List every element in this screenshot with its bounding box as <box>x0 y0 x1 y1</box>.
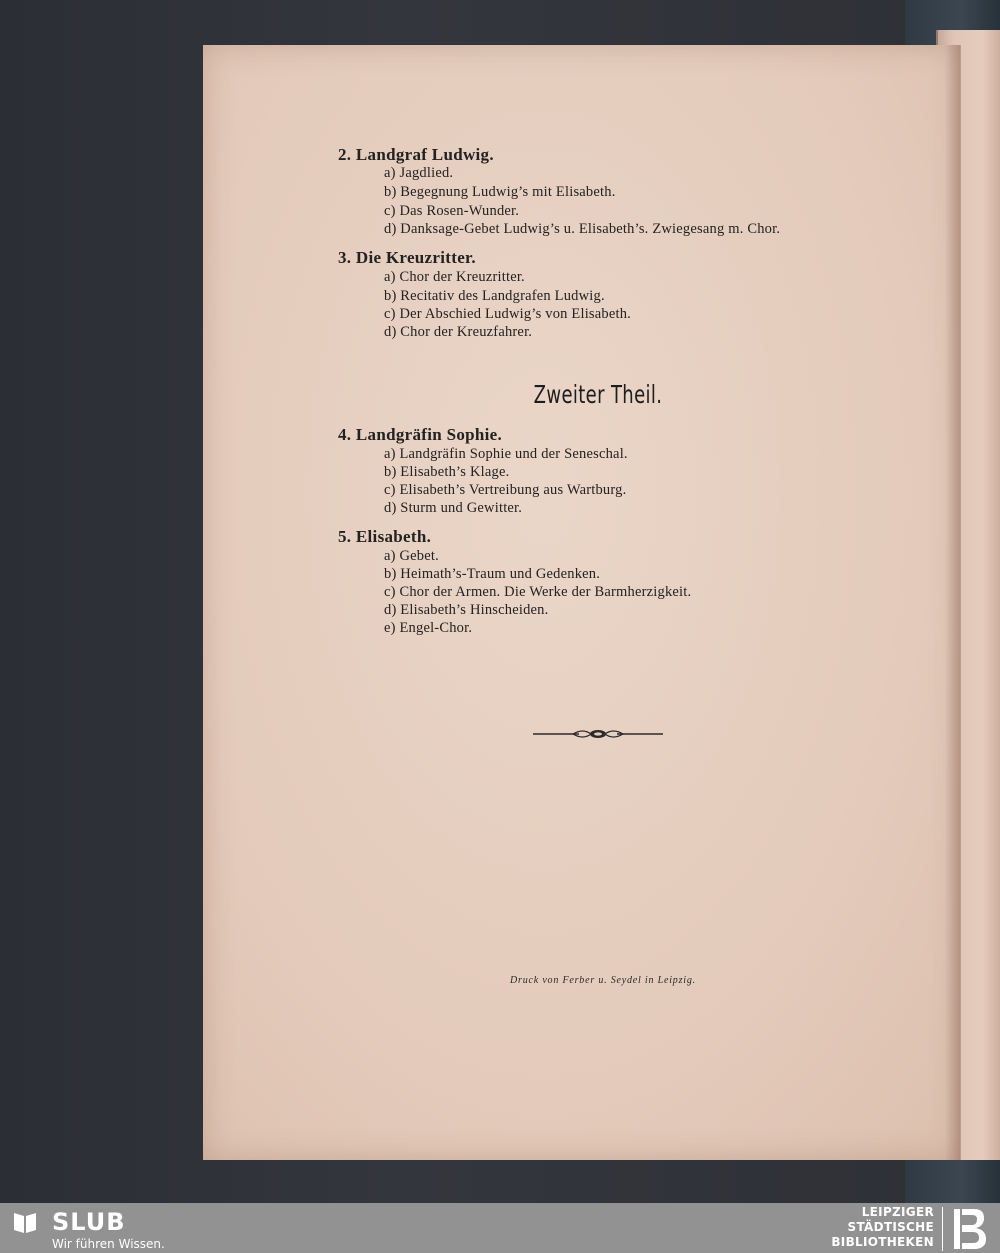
page-content <box>203 45 960 1160</box>
printer-imprint: Druck von Ferber u. Seydel in Leipzig. <box>510 975 696 986</box>
footer-bar <box>0 1203 1000 1253</box>
list-item: d) Danksage-Gebet Ludwig’s u. Elisabeth’s. Zwiegesang m. Chor. <box>384 221 781 237</box>
slub-logo[interactable]: SLUB <box>52 1208 126 1236</box>
list-item: b) Elisabeth’s Klage. <box>384 464 510 480</box>
list-item: d) Chor der Kreuzfahrer. <box>384 324 533 340</box>
list-item: b) Begegnung Ludwig’s mit Elisabeth. <box>384 184 616 200</box>
slub-book-icon <box>12 1209 38 1235</box>
list-item: a) Jagdlied. <box>384 165 454 181</box>
list-item: c) Der Abschied Ludwig’s von Elisabeth. <box>384 306 632 322</box>
lsb-line-1: LEIPZIGER <box>861 1205 934 1219</box>
part-title: Zweiter Theil. <box>533 380 663 409</box>
page-gutter-shadow <box>945 45 961 1160</box>
list-item: c) Das Rosen-Wunder. <box>384 203 520 219</box>
lsb-line-3: BIBLIOTHEKEN <box>831 1235 934 1249</box>
list-item: e) Engel-Chor. <box>384 620 473 636</box>
lsb-logo-text[interactable] <box>831 1205 934 1250</box>
ornament-divider-icon <box>533 726 663 742</box>
list-item: d) Sturm und Gewitter. <box>384 500 523 516</box>
slub-tagline: Wir führen Wissen. <box>52 1237 165 1251</box>
list-item: c) Elisabeth’s Vertreibung aus Wartburg. <box>384 482 627 498</box>
section-title-landgraefin-sophie: 4. Landgräfin Sophie. <box>338 425 503 444</box>
section-title-elisabeth: 5. Elisabeth. <box>338 527 432 546</box>
footer-divider <box>942 1207 943 1251</box>
list-item: a) Gebet. <box>384 548 439 564</box>
list-item: b) Heimath’s-Traum und Gedenken. <box>384 566 601 582</box>
lsb-b-logo-icon[interactable] <box>950 1207 990 1251</box>
lsb-line-2: STÄDTISCHE <box>847 1220 934 1234</box>
list-item: d) Elisabeth’s Hinscheiden. <box>384 602 549 618</box>
list-item: c) Chor der Armen. Die Werke der Barmherzigkeit. <box>384 584 692 600</box>
list-item: a) Landgräfin Sophie und der Seneschal. <box>384 446 628 462</box>
document-page <box>203 45 960 1160</box>
list-item: a) Chor der Kreuzritter. <box>384 269 525 285</box>
section-title-landgraf-ludwig: 2. Landgraf Ludwig. <box>338 145 494 164</box>
section-title-die-kreuzritter: 3. Die Kreuzritter. <box>338 248 476 267</box>
list-item: b) Recitativ des Landgrafen Ludwig. <box>384 288 605 304</box>
